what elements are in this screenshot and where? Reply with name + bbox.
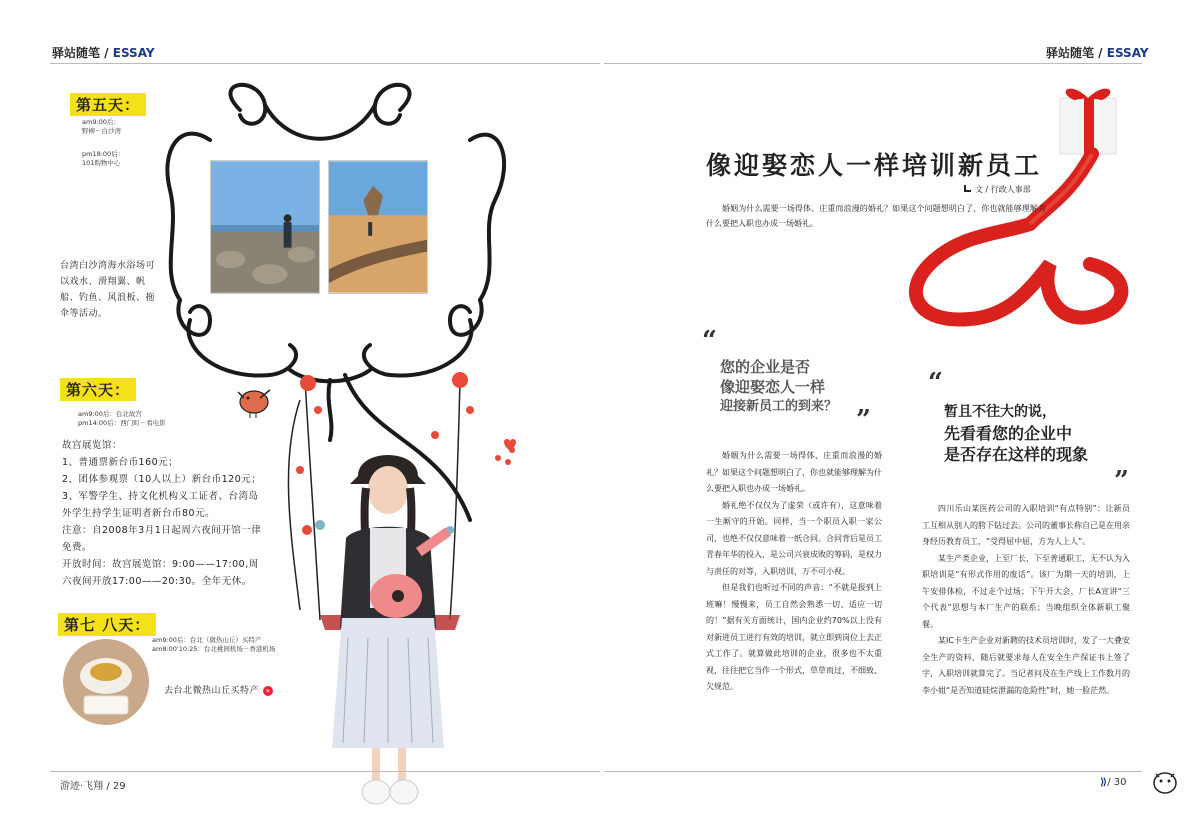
- pullquote-1-line: 像迎娶恋人一样: [720, 378, 826, 396]
- pullquote-1-line: 您的企业是否: [720, 358, 811, 376]
- right-header-rule: [604, 63, 1142, 64]
- article-column-2: [922, 501, 1130, 699]
- day6-line: 免费。: [62, 542, 93, 553]
- right-page-number-text: / 30: [1107, 777, 1127, 788]
- day6-line: 1、普通票新台币160元；: [62, 457, 179, 468]
- pen-icon: [964, 185, 971, 192]
- day6-line: 故宫展览馆：: [62, 440, 123, 451]
- day6-sched-line: pm14:00后：西门町－看电影: [78, 419, 166, 427]
- left-header-en: ESSAY: [112, 46, 155, 60]
- day78-caption-text: 去台北微热山丘买特产: [164, 686, 260, 696]
- col2-paragraph: 某生产类企业，上至厂长，下至普通职工，无不认为入职培训是“有形式作用的废话”。该厂为期一天的培训，上午安排体检，不过走个过场；下午开大会，厂长A宣讲“三个代表”思想与本厂生产的联系；当晚组织全体新职工聚餐。: [922, 553, 1130, 629]
- left-page-number: 游迹·飞翔 / 29: [60, 781, 126, 792]
- day78-caption: [164, 683, 273, 699]
- pullquote-2: [944, 402, 1088, 465]
- right-header-en: ESSAY: [1106, 46, 1149, 60]
- close-quote-icon: ”: [856, 405, 871, 435]
- byline: [964, 184, 1031, 195]
- rocky-beach-photo: [210, 160, 320, 294]
- day5-line: 野柳－白沙湾: [82, 127, 121, 135]
- intro-text: [706, 201, 1046, 231]
- article-title: 像迎娶恋人一样培训新员工: [706, 151, 1043, 180]
- boardwalk-photo: [328, 160, 428, 294]
- tea-photo: [62, 638, 150, 726]
- day5-gap: [82, 136, 124, 150]
- day6-label: 第六天：: [60, 378, 136, 401]
- article-column-1: [706, 448, 882, 696]
- day6-line: 2、团体参观票（10人以上）新台币120元；: [62, 474, 262, 485]
- left-header: [52, 44, 155, 61]
- right-footer-rule: [604, 771, 1142, 772]
- pullquote-1: [720, 357, 837, 417]
- right-header-cn: 驿站随笔 /: [1046, 46, 1103, 60]
- girl-ukulele-photo: [318, 448, 458, 814]
- day6-line: 3、军警学生、持文化机构义工证者、台湾岛: [62, 491, 259, 502]
- bird-drawing: [234, 380, 274, 420]
- open-quote-icon: “: [928, 368, 943, 398]
- hearts-decoration: [496, 436, 524, 470]
- left-header-cn: 驿站随笔 /: [52, 46, 109, 60]
- right-page-number: [1100, 777, 1127, 788]
- day5-line: 101购物中心: [82, 159, 121, 167]
- pullquote-2-line: 是否存在这样的现象: [944, 445, 1089, 464]
- col1-paragraph: 婚姻为什么需要一场得体、庄重而浪漫的婚礼？如果这个问题想明白了，你也就能够理解为什么要把入职也办成一场婚礼。: [706, 451, 882, 493]
- day5-schedule: [82, 118, 124, 168]
- day78-sched-line: am9:00后：台北（微热山丘）买特产: [152, 636, 262, 644]
- day6-line: 注意：自2008年3月1日起周六夜间开馆一律: [62, 525, 262, 536]
- day5-note: 台湾白沙湾海水浴场可以戏水、滑翔翼、帆船、钓鱼、风浪板、拖伞等活动。: [60, 261, 156, 319]
- day78-label: 第七 八天：: [58, 613, 156, 636]
- day6-line: 开放时间：故宫展览馆：9:00——17:00,周: [62, 559, 259, 570]
- right-header: [1046, 44, 1149, 61]
- day6-details: [62, 437, 302, 590]
- byline-text: 文 / 行政人事部: [975, 185, 1031, 194]
- day5-label: 第五天：: [70, 93, 146, 116]
- day6-line: 六夜间开放17:00——20:30。全年无休。: [62, 576, 252, 587]
- open-quote-icon: “: [702, 326, 717, 356]
- day5-line: pm18:00后：: [82, 150, 125, 158]
- left-header-rule: [50, 63, 600, 64]
- day6-sched-line: am9:00后：台北故宫: [78, 410, 142, 418]
- close-quote-icon: ”: [1114, 466, 1129, 496]
- col1-paragraph: 但是我们也听过不同的声音：“不就是报到上班嘛！慢慢来，员工自然会熟悉一切、适应一切的！”据有关方面统计，国内企业约70%以上没有对新进员工进行有效的培训，就立即到岗位上去正式工作了。就算做此培训的企业，很多也不太重视，往往把它当作一个形式，草草而过，不细致、欠规范。: [706, 583, 882, 691]
- left-footer-rule: [50, 771, 600, 772]
- day78-sched-line: am8:00'10:25：台北桃园机场－香港机场: [152, 645, 276, 653]
- pullquote-2-line: 先看看您的企业中: [944, 424, 1073, 443]
- mascot-icon: [1150, 766, 1180, 796]
- col2-paragraph: 某IC卡生产企业对新聘的技术员培训时，发了一大叠安全生产的资料，随后就要求每人在安全生产保证书上签了字，入职培训就算完了。当记者问及在生产线上工作数月的李小姐“是否知道硅烷泄漏的危险性”时，她一脸茫然。: [922, 636, 1130, 695]
- col2-paragraph: 四川乐山某医药公司的入职培训“有点特别”：让新员工互相从别人的胯下钻过去。公司的董事长称自己是在用亲身经历教育员工，“受得屈中屈，方为人上人”。: [922, 504, 1130, 546]
- intro-paragraph: 婚姻为什么需要一场得体、庄重而浪漫的婚礼？如果这个问题想明白了，你也就能够理解为什么要把入职也办成一场婚礼。: [706, 204, 1046, 228]
- arrow-icon: »: [263, 686, 273, 696]
- day6-line: 外学生持学生证明者新台币80元。: [62, 508, 216, 519]
- pullquote-1-line: 迎接新员工的到来？: [720, 399, 838, 414]
- day6-schedule: [78, 410, 166, 428]
- pullquote-2-line: 暂且不往大的说，: [944, 404, 1056, 420]
- logo-icon: ⟫: [1100, 777, 1108, 788]
- day5-line: am9:00后：: [82, 118, 120, 126]
- col1-paragraph: 婚礼绝不仅仅为了虚荣（或许有），这意味着一生厮守的开始。同样，当一个职员入职一家公司，也绝不仅仅意味着一纸合同。合同背后是员工青春年华的投入，是公司兴衰成败的筹码，是权力与责任的对等，入职培训，万不可小视。: [706, 500, 882, 576]
- day78-schedule: [152, 636, 275, 654]
